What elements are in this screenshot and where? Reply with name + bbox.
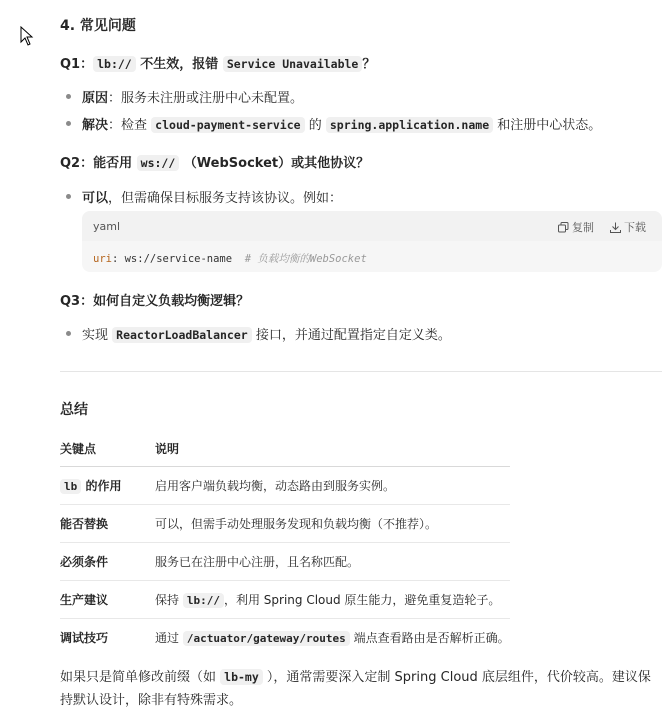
inline-code: spring.application.name xyxy=(326,117,493,133)
question-3: Q3：如何自定义负载均衡逻辑？ xyxy=(60,294,250,309)
question-1 xyxy=(60,53,375,72)
item-label: 解决 xyxy=(82,118,109,133)
code-comment: # 负载均衡的WebSocket xyxy=(244,253,367,265)
code-language-label: yaml xyxy=(93,220,121,233)
inline-code: lb:// xyxy=(93,56,136,72)
table-cell-key: 生产建议 xyxy=(60,581,155,619)
desc-text: ，利用 Spring Cloud 原生能力，避免重复造轮子。 xyxy=(223,593,501,607)
table-cell-desc: 可以，但需手动处理服务发现和负载均衡（不推荐）。 xyxy=(155,505,510,543)
table-cell-key: 能否替换 xyxy=(60,505,155,543)
key-text: 的作用 xyxy=(85,479,122,493)
table-cell-desc: 服务已在注册中心注册，且名称匹配。 xyxy=(155,543,510,581)
question-2 xyxy=(60,152,369,171)
inline-code: Service Unavailable xyxy=(223,56,363,72)
item-text: 和注册中心状态。 xyxy=(497,118,602,133)
download-icon xyxy=(610,222,621,233)
q2-prefix: Q2：能否用 xyxy=(60,156,133,171)
code-block xyxy=(82,211,662,272)
inline-code: ReactorLoadBalancer xyxy=(112,327,252,343)
inline-code: lb:// xyxy=(183,593,224,608)
table-row xyxy=(60,467,510,505)
section-heading: 4. 常见问题 xyxy=(60,18,136,34)
item-label: 原因 xyxy=(82,91,109,106)
inline-code: cloud-payment-service xyxy=(151,117,304,133)
q1-middle: 不生效，报错 xyxy=(140,57,219,72)
list-item xyxy=(68,114,601,133)
list-item xyxy=(68,187,342,206)
divider xyxy=(60,371,662,372)
q1-prefix: Q1： xyxy=(60,57,94,72)
code-key: uri xyxy=(93,253,112,265)
table-row xyxy=(60,543,510,581)
table-cell-key: 必须条件 xyxy=(60,543,155,581)
q2-suffix: （WebSocket）或其他协议？ xyxy=(183,156,370,171)
final-paragraph xyxy=(60,666,662,712)
desc-text: 保持 xyxy=(155,593,180,607)
desc-text: 通过 xyxy=(155,631,180,645)
table-row xyxy=(60,505,510,543)
table-row xyxy=(60,581,510,619)
list-item xyxy=(68,87,303,106)
inline-code: lb-my xyxy=(220,669,263,685)
item-text: ：服务未注册或注册中心未配置。 xyxy=(108,91,304,106)
download-button[interactable] xyxy=(610,219,646,235)
table-cell-desc xyxy=(155,619,510,657)
table-cell-desc xyxy=(155,581,510,619)
item-text: ，但需确保目标服务支持该协议。例如： xyxy=(108,191,343,206)
inline-code: lb xyxy=(60,479,81,494)
code-line xyxy=(93,251,367,266)
inline-code: /actuator/gateway/routes xyxy=(183,631,350,646)
copy-icon xyxy=(558,222,569,233)
summary-table xyxy=(60,430,510,656)
table-cell-key xyxy=(60,467,155,505)
code-block-header xyxy=(82,211,662,241)
desc-text: 端点查看路由是否解析正确。 xyxy=(353,631,510,645)
column-header: 关键点 xyxy=(60,430,155,467)
item-text: 的 xyxy=(308,118,322,133)
copy-button[interactable] xyxy=(558,219,594,235)
item-text: ：检查 xyxy=(108,118,148,133)
paragraph-text: 如果只是简单修改前缀（如 xyxy=(60,670,217,685)
item-text: 接口，并通过配置指定自定义类。 xyxy=(255,328,451,343)
mouse-cursor-icon xyxy=(20,26,34,50)
code-value: : ws://service-name xyxy=(111,253,233,265)
table-cell-key: 调试技巧 xyxy=(60,631,109,645)
table-header-row xyxy=(60,430,510,467)
table-cell-desc: 启用客户端负载均衡，动态路由到服务实例。 xyxy=(155,467,510,505)
copy-label: 复制 xyxy=(572,221,594,234)
column-header: 说明 xyxy=(155,430,510,467)
item-label: 可以 xyxy=(82,191,109,206)
summary-heading: 总结 xyxy=(60,402,88,418)
inline-code: ws:// xyxy=(137,155,180,171)
q1-suffix: ？ xyxy=(362,57,376,72)
table-row xyxy=(60,619,510,657)
download-label: 下载 xyxy=(624,221,646,234)
paragraph-text: ），通常需要深入定制 Spring Cloud 底层组件，代价较高。建议保持默认设计，除非有特殊需求。 xyxy=(60,670,651,708)
list-item xyxy=(68,324,451,343)
item-text: 实现 xyxy=(82,328,109,343)
